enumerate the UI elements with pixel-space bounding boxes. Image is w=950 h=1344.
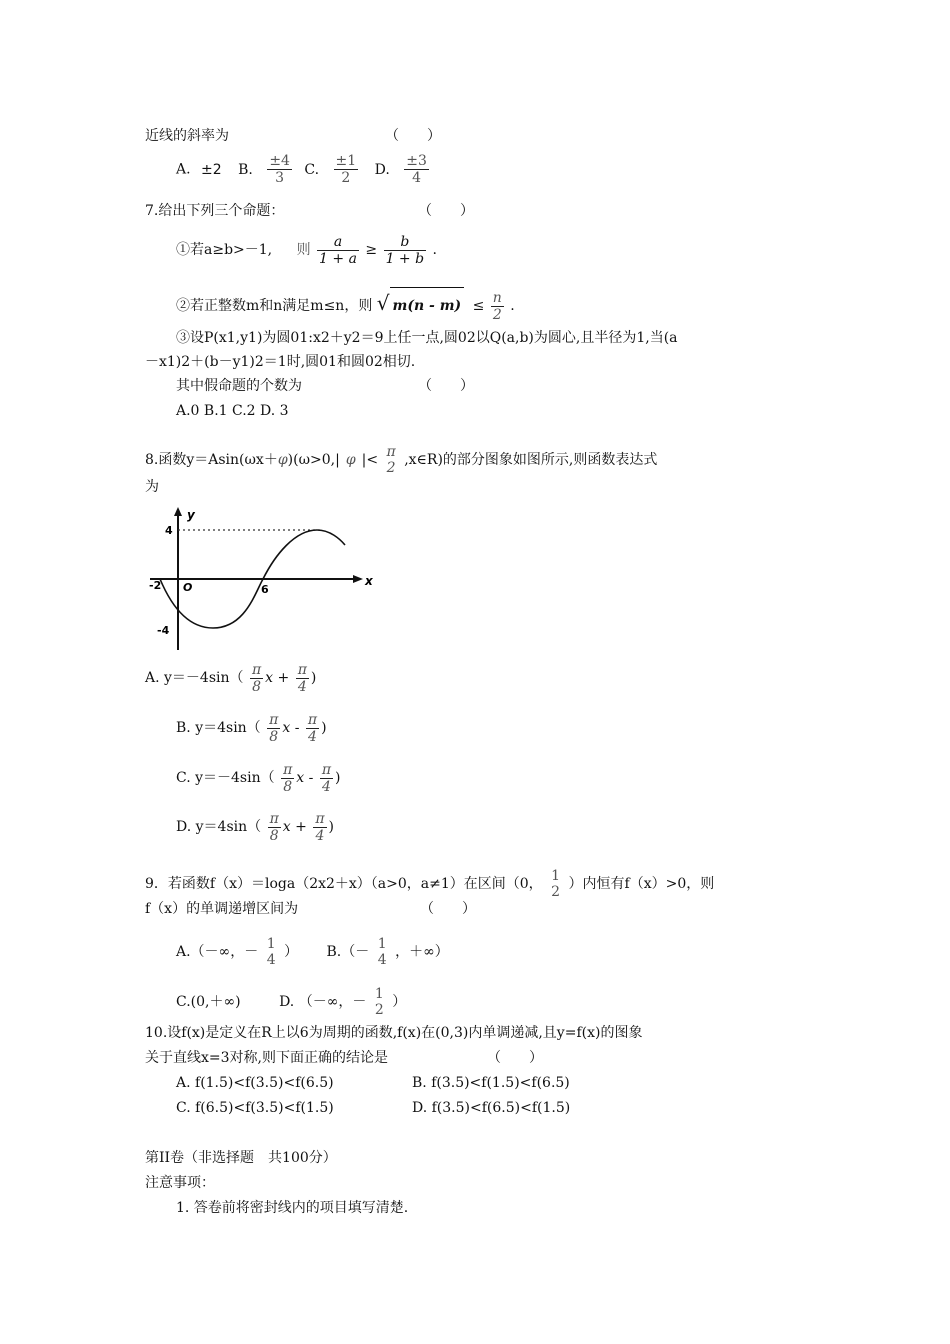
q9-answer-paren: （ ） bbox=[420, 901, 476, 917]
q8-label-y: y bbox=[187, 508, 195, 522]
q8-option-b-frac-2: $\frac{\pi}{4}$ bbox=[307, 711, 318, 745]
q9-option-a: A.（－∞，－ 1 4 ） bbox=[176, 936, 299, 968]
q6-stem-tail: 近线的斜率为 （ ） bbox=[145, 128, 441, 144]
q8-x-arrow bbox=[353, 575, 363, 583]
q10-stem-line-1: 10.设f(x)是定义在R上以6为周期的函数,f(x)在(0,3)内单调递减,且y=f(x)的图象 bbox=[145, 1025, 643, 1041]
q9-frac-half: 1 2 bbox=[551, 868, 561, 900]
q6-answer-paren: （ ） bbox=[385, 128, 441, 144]
q7-item-3-line-1: ③设P(x1,y1)为圆01:x2＋y2＝9上任一点,圆02以Q(a,b)为圆心,且半径为1,当(a bbox=[176, 330, 678, 346]
q8-graph bbox=[145, 505, 385, 655]
q8-option-a-frac-2: $\frac{\pi}{4}$ bbox=[297, 661, 307, 695]
q10-options-cd bbox=[176, 1099, 571, 1117]
q8-option-a: A. y＝－4sin（ $\frac{\pi}{8}$ x + $\frac{\pi}{4}$ ) bbox=[145, 661, 317, 695]
q6-options: A. ±2 B. $\frac{\pm 4}{3}$ C. $\frac{\pm 1}{2}$ D. $\frac{\pm 3}{4}$ bbox=[176, 153, 427, 186]
q7-answer-paren: （ ） bbox=[418, 203, 474, 219]
q9-option-d-frac: 1 2 bbox=[374, 986, 384, 1018]
q9-option-b: B.（－ 1 4 ，＋∞） bbox=[326, 936, 449, 968]
q7-question-paren: （ ） bbox=[418, 378, 474, 394]
q8-option-d-frac-1: $\frac{\pi}{8}$ bbox=[269, 810, 279, 844]
q9-stem-line-2: f（x）的单调递增区间为 （ ） bbox=[145, 901, 476, 917]
part2-notice: 注意事项： bbox=[145, 1175, 215, 1191]
part2-title: 第II卷（非选择题 共100分） bbox=[145, 1150, 337, 1166]
q9-stem: 9．若函数f（x）＝loga（2x2＋x）（a>0，a≠1）在区间（0， 1 2 ）内恒有f（x）>0，则 bbox=[145, 868, 715, 900]
q10-answer-paren: （ ） bbox=[487, 1050, 543, 1066]
q7-stem: 7.给出下列三个命题： （ ） bbox=[145, 203, 474, 219]
q10-option-b: B. f(3.5)<f(1.5)<f(6.5) bbox=[412, 1075, 570, 1091]
q8-label-origin: O bbox=[183, 581, 193, 594]
q9-option-b-frac: 1 4 bbox=[377, 936, 387, 968]
q8-option-d-frac-2: $\frac{\pi}{4}$ bbox=[315, 810, 325, 844]
q8-option-c: C. y＝－4sin（ $\frac{\pi}{8}$ x - $\frac{\pi}{4}$ ) bbox=[176, 761, 341, 795]
q7-question: 其中假命题的个数为 （ ） bbox=[176, 378, 474, 394]
q10-stem-line-2: 关于直线x=3对称,则下面正确的结论是 （ ） bbox=[145, 1050, 543, 1066]
q9-option-a-frac: 1 4 bbox=[266, 936, 276, 968]
q10-option-c: C. f(6.5)<f(3.5)<f(1.5) bbox=[176, 1100, 334, 1116]
q9-options-ab bbox=[176, 934, 449, 970]
q8-stem: 8.函数y＝Asin(ωx＋φ)(ω>0,| φ |< π 2 ,x∈R)的部分图象如图所示,则函数表达式 bbox=[145, 444, 658, 476]
q8-option-d: D. y＝4sin（ $\frac{\pi}{8}$ x + $\frac{\pi}{4}$ ) bbox=[176, 810, 334, 844]
q8-label-neg2: -2 bbox=[149, 579, 162, 592]
q6-option-d-frac: $\frac{\pm 3}{4}$ bbox=[406, 153, 427, 186]
q6-option-b-frac: $\frac{\pm 4}{3}$ bbox=[269, 153, 290, 186]
q7-item-2: ②若正整数m和n满足m≤n，则 √ m(n - m) ≤ $\frac{n}{2}$ . bbox=[176, 285, 515, 324]
q7-sqrt-expr: m(n - m) bbox=[390, 287, 465, 324]
q8-frac-pi-2: π 2 bbox=[386, 444, 396, 476]
q10-options-ab bbox=[176, 1074, 570, 1092]
q9-option-c: C.(0,＋∞) bbox=[176, 994, 241, 1010]
q8-option-a-frac-1: $\frac{\pi}{8}$ bbox=[251, 661, 262, 695]
q8-y-arrow bbox=[174, 507, 182, 516]
q8-stem-line-2: 为 bbox=[145, 479, 159, 495]
q6-option-c-frac: $\frac{\pm 1}{2}$ bbox=[335, 153, 357, 186]
q8-label-neg4: -4 bbox=[157, 624, 170, 637]
q8-option-b-frac-1: $\frac{\pi}{8}$ bbox=[269, 711, 279, 745]
q8-label-x: x bbox=[365, 574, 373, 588]
q10-option-d: D. f(3.5)<f(6.5)<f(1.5) bbox=[412, 1100, 571, 1116]
part2-item-1: 1. 答卷前将密封线内的项目填写清楚. bbox=[176, 1200, 409, 1216]
q8-option-c-frac-1: $\frac{\pi}{8}$ bbox=[283, 761, 293, 795]
q10-option-a: A. f(1.5)<f(3.5)<f(6.5) bbox=[176, 1075, 334, 1091]
q9-option-d: D. （－∞，－ 1 2 ） bbox=[279, 986, 407, 1018]
q7-item-1: ①若a≥b>－1, 则 $\frac{a}{1 + a}$ ≥ $\frac{b}{1 + b}$ . bbox=[176, 233, 437, 267]
q8-label-4: 4 bbox=[165, 524, 173, 537]
q7-frac-b: $\frac{b}{1 + b}$ bbox=[385, 233, 425, 267]
q7-frac-n2: $\frac{n}{2}$ bbox=[492, 289, 502, 323]
q8-option-b: B. y＝4sin（ $\frac{\pi}{8}$ x - $\frac{\pi}{4}$ ) bbox=[176, 711, 327, 745]
q8-option-c-frac-2: $\frac{\pi}{4}$ bbox=[321, 761, 332, 795]
q7-item-3-line-2: －x1)2＋(b－y1)2＝1时,圆01和圆02相切. bbox=[145, 354, 416, 370]
q7-options: A.0 B.1 C.2 D. 3 bbox=[176, 403, 289, 419]
q7-frac-a: $\frac{a}{1 + a}$ bbox=[319, 233, 357, 267]
q9-options-cd bbox=[176, 984, 406, 1020]
q8-label-6: 6 bbox=[261, 583, 269, 596]
